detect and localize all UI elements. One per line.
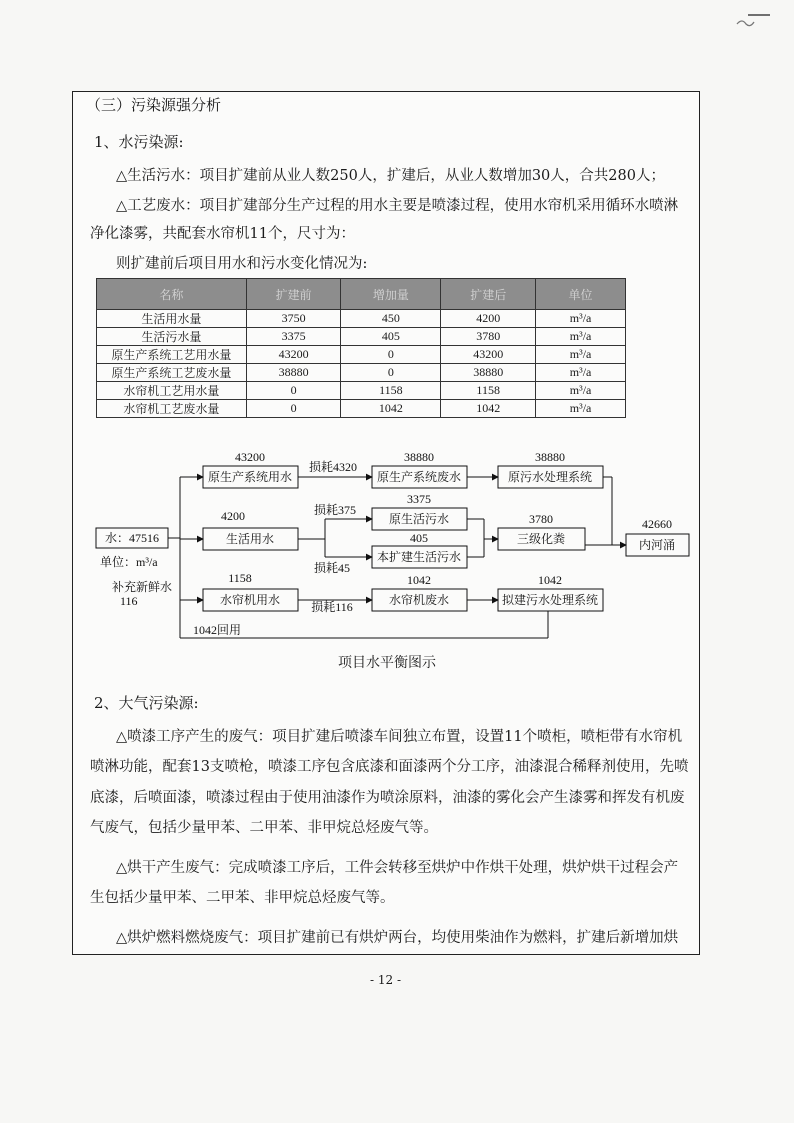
table-cell: 水帘机工艺用水量 (97, 382, 247, 400)
table-cell: m³/a (536, 364, 626, 382)
node-label: 水帘机用水 (219, 593, 281, 607)
source-label: 水：47516 (104, 531, 160, 545)
table-cell: 水帘机工艺废水量 (97, 400, 247, 418)
node-value: 38880 (535, 450, 565, 464)
table-cell: m³/a (536, 382, 626, 400)
table-cell: 450 (341, 310, 441, 328)
table-cell: 0 (341, 346, 441, 364)
table-cell: 3750 (246, 310, 341, 328)
node-label: 生活用水 (225, 532, 275, 546)
table-header-cell: 名称 (97, 279, 247, 310)
table-cell: 生活用水量 (97, 310, 247, 328)
air-heading: 2、大气污染源: (94, 694, 199, 712)
table-cell: m³/a (536, 400, 626, 418)
node-value: 1042 (407, 573, 431, 587)
table-cell: 1158 (441, 382, 536, 400)
node-label: 三级化粪 (516, 532, 566, 546)
table-cell: 405 (341, 328, 441, 346)
table-header-cell: 扩建前 (246, 279, 341, 310)
node-label: 拟建污水处理系统 (501, 593, 599, 607)
node-label: 原生产系统用水 (207, 470, 293, 484)
air-paragraph-line: 气废气，包括少量甲苯、二甲苯、非甲烷总烃废气等。 (90, 820, 438, 836)
unit-label: 单位：m³/a (100, 555, 158, 569)
water-line-intro: 则扩建前后项目用水和污水变化情况为: (116, 256, 368, 272)
air-paragraph-line: 底漆，后喷面漆，喷漆过程由于使用油漆作为喷涂原料，油漆的雾化会产生漆雾和挥发有机废 (90, 790, 685, 806)
air-paragraph-line: △喷漆工序产生的废气：项目扩建后喷漆车间独立布置，设置11个喷柜，喷柜带有水帘机 (116, 729, 683, 745)
table-cell: 1042 (341, 400, 441, 418)
table-header-cell: 扩建后 (441, 279, 536, 310)
table-cell: m³/a (536, 346, 626, 364)
table-cell: 43200 (246, 346, 341, 364)
water-line-process-a: △工艺废水：项目扩建部分生产过程的用水主要是喷漆过程，使用水帘机采用循环水喷淋 (116, 198, 679, 214)
table-cell: 0 (246, 382, 341, 400)
air-paragraph-line: 喷淋功能，配套13支喷枪，喷漆工序包含底漆和面漆两个分工序，油漆混合稀释剂使用，先喷 (90, 759, 689, 775)
node-value: 4200 (221, 509, 245, 523)
node-value: 38880 (404, 450, 434, 464)
loss-label: 损耗116 (311, 600, 353, 614)
table-cell: 0 (341, 364, 441, 382)
table-cell: 3780 (441, 328, 536, 346)
node-value: 405 (410, 531, 428, 545)
section-title: （三）污染源强分析 (86, 96, 222, 114)
air-paragraph-line: △烘炉燃料燃烧废气：项目扩建前已有烘炉两台，均使用柴油作为燃料，扩建后新增加烘 (116, 930, 679, 946)
page-number: - 12 - (370, 973, 402, 987)
node-label: 原污水处理系统 (507, 470, 593, 484)
table-cell: 0 (246, 400, 341, 418)
node-value: 43200 (235, 450, 265, 464)
table-cell: 原生产系统工艺废水量 (97, 364, 247, 382)
node-value: 1158 (228, 571, 252, 585)
water-heading: 1、水污染源: (94, 133, 184, 151)
node-label: 原生活污水 (388, 512, 450, 526)
reuse-label: 1042回用 (193, 623, 242, 637)
air-paragraph-line: △烘干产生废气：完成喷漆工序后，工件会转移至烘炉中作烘干处理，烘炉烘干过程会产 (116, 860, 679, 876)
loss-label: 损耗375 (313, 503, 357, 517)
node-value: 1042 (538, 573, 562, 587)
table-cell: 3375 (246, 328, 341, 346)
table-cell: 1158 (341, 382, 441, 400)
makeup-value: 116 (120, 594, 138, 608)
table-cell: m³/a (536, 328, 626, 346)
node-value: 42660 (642, 517, 672, 531)
table-cell: 4200 (441, 310, 536, 328)
table-cell: 38880 (441, 364, 536, 382)
table-cell: 原生产系统工艺用水量 (97, 346, 247, 364)
diagram-caption: 项目水平衡图示 (338, 655, 436, 671)
table-cell: 38880 (246, 364, 341, 382)
table-cell: 43200 (441, 346, 536, 364)
node-label: 原生产系统废水 (376, 470, 462, 484)
makeup-label: 补充新鲜水 (112, 580, 173, 594)
table-cell: m³/a (536, 310, 626, 328)
air-paragraph-line: 生包括少量甲苯、二甲苯、非甲烷总烃废气等。 (90, 890, 395, 906)
table-header-cell: 单位 (536, 279, 626, 310)
loss-label: 损耗4320 (308, 460, 358, 474)
water-line-process-b: 净化漆雾，共配套水帘机11个，尺寸为： (90, 226, 355, 242)
table-cell: 生活污水量 (97, 328, 247, 346)
node-label: 内河涌 (638, 538, 676, 552)
node-label: 本扩建生活污水 (376, 550, 462, 564)
water-line-domestic: △生活污水：项目扩建前从业人数250人，扩建后，从业人数增加30人，合共280人； (116, 168, 665, 184)
node-value: 3780 (529, 512, 553, 526)
table-cell: 1042 (441, 400, 536, 418)
loss-label: 损耗45 (313, 561, 351, 575)
node-label: 水帘机废水 (388, 593, 450, 607)
table-header-cell: 增加量 (341, 279, 441, 310)
node-value: 3375 (407, 492, 431, 506)
